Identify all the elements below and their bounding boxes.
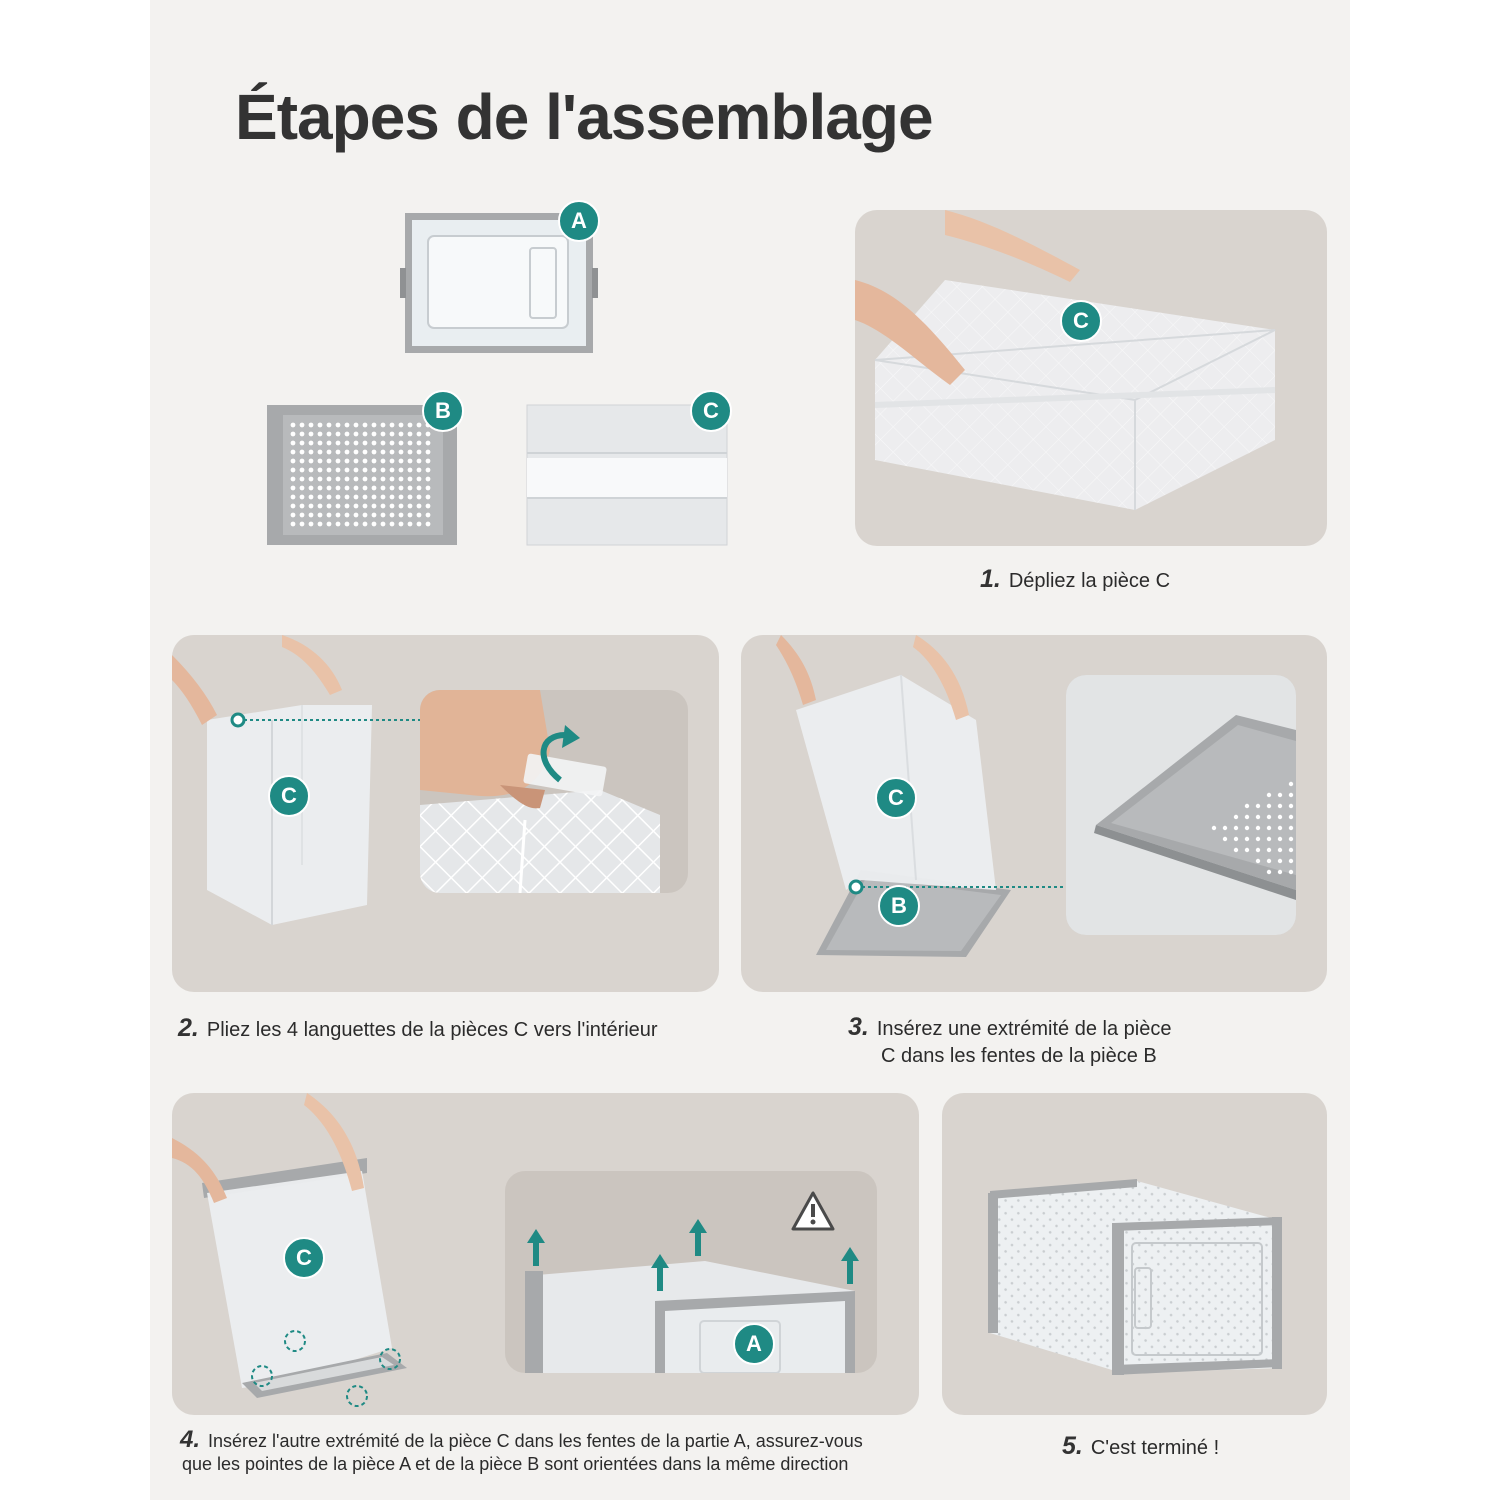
step-2-number: 2. <box>178 1014 199 1042</box>
tab-fold-detail-illustration <box>420 690 688 893</box>
badge-part-b: B <box>422 390 464 432</box>
step-5-panel <box>942 1093 1327 1415</box>
step-1-number: 1. <box>980 565 1001 593</box>
step-3-text-1: Insérez une extrémité de la pièce <box>876 1018 1172 1040</box>
step-3-badge-b: B <box>878 885 920 927</box>
step-3-caption <box>848 1014 1171 1070</box>
step-3-panel <box>741 635 1327 992</box>
step-2-detail-inset <box>420 690 688 893</box>
step-2-badge-c: C <box>268 775 310 817</box>
badge-part-a: A <box>558 200 600 242</box>
step-2-panel <box>172 635 719 992</box>
step-1-badge-c: C <box>1060 300 1102 342</box>
step-4-text-2: que les pointes de la pièce A et de la pièce B sont orientées dans la même direction <box>182 1454 849 1474</box>
step-3-line-1 <box>848 1014 1171 1043</box>
step-1-text: Dépliez la pièce C <box>1008 570 1171 592</box>
slot-detail-illustration <box>1066 675 1296 935</box>
step-4-line-1 <box>180 1428 863 1453</box>
page-title: Étapes de l'assemblage <box>235 81 933 153</box>
step-4-caption <box>180 1428 863 1476</box>
step-4-text-1: Insérez l'autre extrémité de la pièce C dans les fentes de la partie A, assurez-vous <box>208 1431 863 1451</box>
step-4-detail-inset <box>505 1171 877 1373</box>
step-3-badge-c: C <box>875 777 917 819</box>
step-4-panel <box>172 1093 919 1415</box>
step-4-badge-c: C <box>283 1237 325 1279</box>
step-2-caption <box>178 1015 658 1044</box>
unfolded-box-illustration <box>855 210 1327 546</box>
step-5-number: 5. <box>1062 1432 1083 1460</box>
step-2-text: Pliez les 4 languettes de la pièces C vers l'intérieur <box>206 1019 658 1041</box>
finished-box-illustration <box>942 1093 1327 1415</box>
step-4-number: 4. <box>180 1426 201 1453</box>
step-3-detail-inset <box>1066 675 1296 935</box>
step-5-caption <box>1062 1433 1219 1462</box>
warning-icon <box>793 1193 833 1229</box>
step-3-number: 3. <box>848 1013 869 1041</box>
step-5-text: C'est terminé ! <box>1090 1437 1220 1459</box>
step-1-caption <box>980 566 1170 595</box>
step-1-panel <box>855 210 1327 546</box>
badge-part-c: C <box>690 390 732 432</box>
frame-alignment-detail-illustration <box>505 1171 877 1373</box>
step-3-text-2: C dans les fentes de la pièce B <box>881 1045 1157 1067</box>
step-4-badge-a: A <box>733 1323 775 1365</box>
